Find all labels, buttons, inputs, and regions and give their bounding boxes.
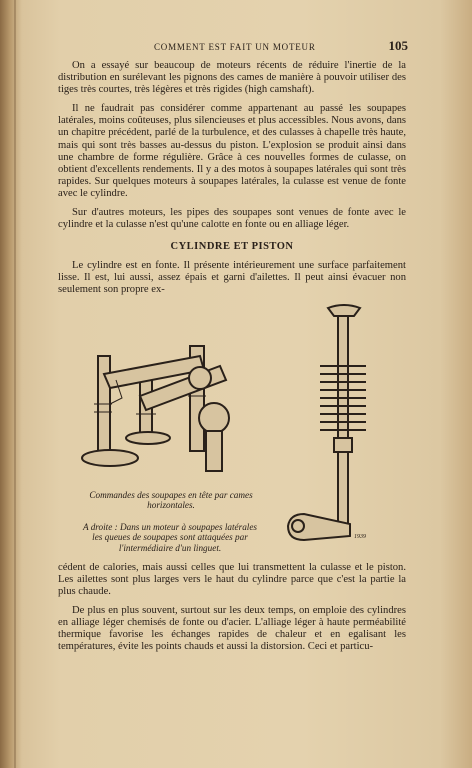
overhead-cam-valve-gear-illustration <box>80 326 250 476</box>
side-valve-rocker-illustration <box>280 304 400 550</box>
page-content <box>58 38 406 660</box>
paragraph: On a essayé sur beaucoup de moteurs récents de réduire l'inertie de la distribution en surélevant les pignons des cames de manière à pouvoir utiliser des tiges très courtes, très légères et très rigides (high camshaft). <box>58 60 406 96</box>
page-gutter <box>14 0 16 768</box>
figure-caption-right: A droite : Dans un moteur à soupapes latérales les queues de soupapes sont attaquées par l'intermédiaire d'un linguet. <box>82 521 258 553</box>
paragraph: Il ne faudrait pas considérer comme appartenant au passé les soupapes latérales, moins coûteuses, plus silencieuses et plus accessibles. Nous avons, dans un chapitre précédent, parlé de la turbulence, et des culasses à chapelle très haute, mais qui sont très basses au-dessus du piston. L'explosion se produit ainsi dans une chambre de forme régulière. Grâce à ces nouvelles formes de culasse, on obtient d'excellents rendements. Il y a des motos à soupapes latérales qui sont très rapides. Sur quelques moteurs à soupapes latérales, la culasse est venue de fonte avec le cylindre. <box>58 103 406 199</box>
paragraph: Sur d'autres moteurs, les pipes des soupapes sont venues de fonte avec le cylindre et la culasse n'est qu'une calotte en fonte ou en alliage léger. <box>58 207 406 231</box>
running-head <box>58 38 406 60</box>
illustration-signature: 1939 <box>354 533 366 540</box>
figure-caption-left: Commandes des soupapes en tête par cames horizontales. <box>89 489 253 510</box>
paragraph: cédent de calories, mais aussi celles que lui transmettent la culasse et le piston. Les ailettes sont plus larges vers le haut du cylindre parce que c'est la partie la plus chaude. <box>58 561 406 597</box>
paragraph: Le cylindre est en fonte. Il présente intérieurement une surface parfaitement lisse. Il est, lui aussi, assez épais et garni d'ailettes. Il peut ainsi évacuer non seulement son propre ex- <box>58 260 406 296</box>
section-title: CYLINDRE ET PISTON <box>170 241 294 253</box>
running-title: COMMENT EST FAIT UN MOTEUR <box>154 42 316 52</box>
page-number: 105 <box>388 38 408 53</box>
figure-area <box>58 304 406 554</box>
paragraph: De plus en plus souvent, surtout sur les deux temps, on emploie des cylindres en alliage léger chemisés de fonte ou d'acier. L'alliage léger à haute perméabilité thermique favorise les échanges rapides de chaleur et en egalisant les températures, évite les points chauds et aussi la distorsion. Ceci et particu- <box>58 604 406 653</box>
